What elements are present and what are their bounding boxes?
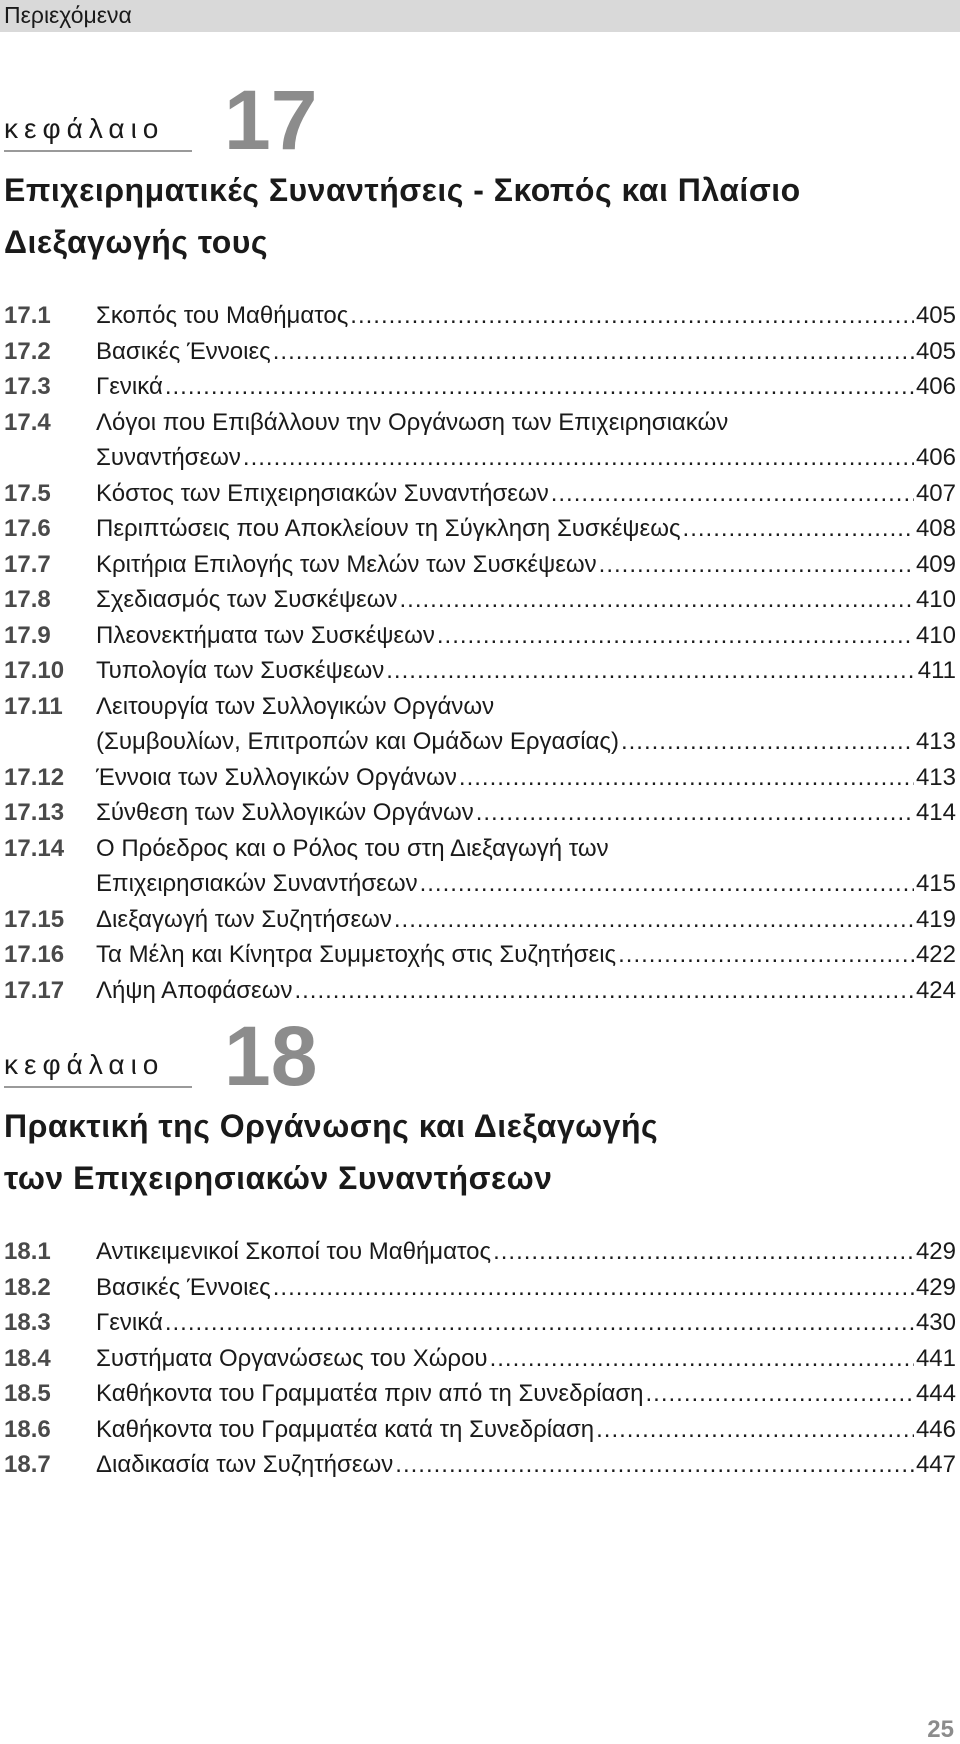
toc-entry-page: 406 <box>915 444 956 471</box>
toc-entry-page: 410 <box>915 586 956 613</box>
dot-leader <box>165 369 914 405</box>
toc-entry[interactable] <box>0 902 960 938</box>
toc-entry-line <box>96 937 956 973</box>
toc-entry-number: 17.13 <box>4 799 65 826</box>
toc-entry-line <box>96 511 956 547</box>
chapter-title <box>4 164 960 268</box>
toc-entry[interactable] <box>0 1305 960 1341</box>
dot-leader <box>599 547 914 583</box>
toc-entry-body <box>96 334 956 370</box>
toc-entry[interactable] <box>0 1341 960 1377</box>
toc-entry-body <box>96 369 956 405</box>
toc-entry[interactable] <box>0 973 960 1009</box>
toc-entry-line <box>96 1376 956 1412</box>
toc-entry-body <box>96 902 956 938</box>
toc-entry-page: 414 <box>915 799 956 826</box>
toc-entry-title: (Συμβουλίων, Επιτροπών και Ομάδων Εργασίας) <box>96 728 619 755</box>
dot-leader <box>394 902 914 938</box>
toc-entry-title: Διεξαγωγή των Συζητήσεων <box>96 905 392 933</box>
toc-entry-page: 419 <box>915 905 956 933</box>
toc-entry-line <box>96 618 956 654</box>
toc-entry-title: Πλεονεκτήματα των Συσκέψεων <box>96 621 435 649</box>
toc-entry[interactable] <box>0 1376 960 1412</box>
toc-entry-page: 429 <box>915 1238 956 1265</box>
toc-entry-title: Σύνθεση των Συλλογικών Οργάνων <box>96 799 474 826</box>
toc-entry-number: 17.15 <box>4 905 65 933</box>
dot-leader <box>400 582 914 618</box>
chapter-number: 17 <box>224 73 318 167</box>
toc-entry-line <box>96 1234 956 1270</box>
toc-entry-number: 18.1 <box>4 1238 51 1265</box>
toc-entry[interactable] <box>0 653 960 689</box>
toc-entry-title: Ο Πρόεδρος και ο Ρόλος του στη Διεξαγωγή των <box>96 834 609 862</box>
running-header <box>0 0 960 32</box>
chapter-number: 18 <box>224 1009 318 1103</box>
chapter-18 <box>0 1009 960 1483</box>
toc-entry-number: 17.14 <box>4 834 65 862</box>
toc-entry-line <box>96 1341 956 1377</box>
toc-entry-body <box>96 547 956 583</box>
toc-entry-title: Βασικές Έννοιες <box>96 337 271 365</box>
toc-entry-number: 17.4 <box>4 408 51 436</box>
toc-entry-number: 18.3 <box>4 1309 51 1336</box>
dot-leader <box>395 1447 914 1483</box>
toc-entry-page: 441 <box>915 1344 956 1372</box>
toc-entry-page: 405 <box>915 302 956 329</box>
toc-entry-title: Τυπολογία των Συσκέψεων <box>96 657 385 684</box>
toc-entry-title: Σκοπός του Μαθήματος <box>96 302 349 329</box>
toc-entry-title: Κόστος των Επιχειρησιακών Συναντήσεων <box>96 479 549 507</box>
chapter-title-line: Διεξαγωγής τους <box>4 224 269 260</box>
toc-entry-number: 17.8 <box>4 586 51 613</box>
toc-entry-line <box>96 298 956 334</box>
toc-entry-title: Λειτουργία των Συλλογικών Οργάνων <box>96 692 495 720</box>
dot-leader <box>596 1412 914 1448</box>
dot-leader <box>350 298 914 334</box>
toc-entry-title: Αντικειμενικοί Σκοποί του Μαθήματος <box>96 1238 492 1265</box>
toc-entry-number: 17.3 <box>4 373 51 400</box>
toc-entry-page: 430 <box>915 1309 956 1336</box>
toc-entry[interactable] <box>0 937 960 973</box>
toc-entry-number: 17.9 <box>4 621 51 649</box>
toc-entry-page: 410 <box>915 621 956 649</box>
chapter-title-line: Επιχειρηματικές Συναντήσεις - Σκοπός και Πλαίσιο <box>4 172 801 208</box>
toc-entry[interactable] <box>0 795 960 831</box>
toc-entry-page: 407 <box>915 479 956 507</box>
toc-entry-number: 18.4 <box>4 1344 51 1372</box>
toc-entry-number: 17.6 <box>4 515 51 542</box>
toc-entry-title: Τα Μέλη και Κίνητρα Συμμετοχής στις Συζητήσεις <box>96 941 617 968</box>
toc-entry-line <box>96 405 956 441</box>
toc-entry-title: Έννοια των Συλλογικών Οργάνων <box>96 763 457 791</box>
toc-entry-page: 411 <box>917 657 956 684</box>
toc-entry-page: 424 <box>915 976 956 1004</box>
toc-entry-line <box>96 689 956 725</box>
toc-entry-title: Καθήκοντα του Γραμματέα κατά τη Συνεδρίαση <box>96 1415 595 1443</box>
toc-entry-body <box>96 511 956 547</box>
toc-entry-number: 18.5 <box>4 1380 51 1407</box>
toc-entry-line <box>96 334 956 370</box>
toc-entry-page: 444 <box>915 1380 956 1407</box>
toc-entry-title: Βασικές Έννοιες <box>96 1273 271 1301</box>
toc-entry-body <box>96 831 956 902</box>
toc-entry-title: Καθήκοντα του Γραμματέα πριν από τη Συνεδρίαση <box>96 1380 644 1407</box>
toc-entry-line <box>96 795 956 831</box>
toc-entry[interactable] <box>0 298 960 334</box>
toc-entry-line <box>96 476 956 512</box>
toc-entry[interactable] <box>0 831 960 902</box>
toc-entry-title: Γενικά <box>96 373 163 400</box>
toc-entry-body <box>96 973 956 1009</box>
toc-entry-body <box>96 1234 956 1270</box>
chapter-label: κεφάλαιο <box>4 114 192 152</box>
toc-entry-line <box>96 1270 956 1306</box>
toc-entry-body <box>96 795 956 831</box>
toc-entry[interactable] <box>0 1447 960 1483</box>
toc-entry[interactable] <box>0 476 960 512</box>
dot-leader <box>683 511 914 547</box>
toc-entry-page: 429 <box>915 1273 956 1301</box>
toc-entry-line <box>96 653 956 689</box>
running-header-title: Περιεχόμενα <box>4 2 132 28</box>
dot-leader <box>273 334 914 370</box>
toc-entry-title: Λόγοι που Επιβάλλουν την Οργάνωση των Επιχειρησιακών <box>96 408 729 436</box>
toc-entry[interactable] <box>0 334 960 370</box>
chapter-title-line: Πρακτική της Οργάνωσης και Διεξαγωγής <box>4 1108 659 1144</box>
dot-leader <box>618 937 914 973</box>
toc-entry[interactable] <box>0 405 960 476</box>
toc-entry-page: 409 <box>915 550 956 578</box>
toc-entry[interactable] <box>0 369 960 405</box>
chapter-heading <box>0 1009 960 1103</box>
toc-entry-body <box>96 1447 956 1483</box>
toc-entry-title: Κριτήρια Επιλογής των Μελών των Συσκέψεων <box>96 550 597 578</box>
dot-leader <box>437 618 914 654</box>
toc-entry-number: 17.16 <box>4 941 65 968</box>
toc-entry-body <box>96 582 956 618</box>
toc-entry-page: 408 <box>915 515 956 542</box>
toc-entry-number: 17.5 <box>4 479 51 507</box>
toc-entry-page: 447 <box>915 1451 956 1478</box>
dot-leader <box>476 795 914 831</box>
toc-entry[interactable] <box>0 582 960 618</box>
dot-leader <box>420 866 914 902</box>
toc-entry[interactable] <box>0 511 960 547</box>
toc-entry-line <box>96 1447 956 1483</box>
toc-entry-number: 17.7 <box>4 550 51 578</box>
toc-entry-body <box>96 653 956 689</box>
dot-leader <box>459 760 914 796</box>
toc-entry-line <box>96 582 956 618</box>
toc-entry-title: Σχεδιασμός των Συσκέψεων <box>96 586 398 613</box>
toc-entry-title: Συναντήσεων <box>96 444 241 471</box>
toc-entry-title: Επιχειρησιακών Συναντήσεων <box>96 870 418 897</box>
chapter-title-line: των Επιχειρησιακών Συναντήσεων <box>4 1160 553 1196</box>
toc-entry-body <box>96 1412 956 1448</box>
toc-entry-line <box>96 831 956 867</box>
toc-entry[interactable] <box>0 760 960 796</box>
toc-entry-number: 18.7 <box>4 1451 51 1478</box>
toc-entry-body <box>96 689 956 760</box>
toc-entry[interactable] <box>0 1234 960 1270</box>
toc-entry-line <box>96 547 956 583</box>
toc-entry-number: 18.2 <box>4 1273 51 1301</box>
toc-entry-page: 413 <box>915 763 956 791</box>
toc-entry-body <box>96 298 956 334</box>
toc-entry-page: 413 <box>915 728 956 755</box>
toc-entry-page: 405 <box>915 337 956 365</box>
toc-entry-number: 17.1 <box>4 302 51 329</box>
toc-entry-line <box>96 866 956 902</box>
toc-entry-title: Περιπτώσεις που Αποκλείουν τη Σύγκληση Συσκέψεως <box>96 515 681 542</box>
dot-leader <box>646 1376 914 1412</box>
toc-entry-title: Λήψη Αποφάσεων <box>96 976 293 1004</box>
toc-entry-title: Συστήματα Οργανώσεως του Χώρου <box>96 1344 488 1372</box>
toc-entry-body <box>96 1305 956 1341</box>
toc-entry-line <box>96 902 956 938</box>
toc-entry-title: Γενικά <box>96 1309 163 1336</box>
toc-entry-number: 17.17 <box>4 976 65 1004</box>
chapter-title <box>4 1100 960 1204</box>
dot-leader <box>490 1341 914 1377</box>
toc-entry-page: 422 <box>915 941 956 968</box>
toc-entry[interactable] <box>0 1270 960 1306</box>
dot-leader <box>551 476 914 512</box>
toc-entry-body <box>96 1376 956 1412</box>
toc-entry[interactable] <box>0 689 960 760</box>
toc-entry[interactable] <box>0 547 960 583</box>
toc-entry-line <box>96 440 956 476</box>
dot-leader <box>621 724 914 760</box>
toc-entry-body <box>96 760 956 796</box>
dot-leader <box>243 440 914 476</box>
toc-entry-line <box>96 369 956 405</box>
dot-leader <box>493 1234 914 1270</box>
toc-entry-line <box>96 760 956 796</box>
toc-entry-body <box>96 405 956 476</box>
toc-entry-body <box>96 937 956 973</box>
chapter-label: κεφάλαιο <box>4 1050 192 1088</box>
toc-entry-line <box>96 1412 956 1448</box>
page-number: 25 <box>927 1716 954 1743</box>
toc-entry-line <box>96 1305 956 1341</box>
dot-leader <box>294 973 914 1009</box>
dot-leader <box>386 653 915 689</box>
toc-entry-body <box>96 476 956 512</box>
chapter-heading <box>0 73 960 167</box>
toc-entry-body <box>96 1270 956 1306</box>
toc-entry-page: 446 <box>915 1415 956 1443</box>
toc-list <box>0 1234 960 1483</box>
toc-entry-body <box>96 618 956 654</box>
toc-entry-number: 17.10 <box>4 657 65 684</box>
chapter-17 <box>0 73 960 1008</box>
dot-leader <box>165 1305 914 1341</box>
toc-entry-number: 17.12 <box>4 763 65 791</box>
toc-entry-number: 18.6 <box>4 1415 51 1443</box>
toc-entry[interactable] <box>0 1412 960 1448</box>
toc-list <box>0 298 960 1008</box>
toc-entry-line <box>96 973 956 1009</box>
toc-entry[interactable] <box>0 618 960 654</box>
toc-entry-number: 17.2 <box>4 337 51 365</box>
toc-entry-number: 17.11 <box>4 692 63 720</box>
toc-entry-page: 406 <box>915 373 956 400</box>
dot-leader <box>273 1270 914 1306</box>
toc-entry-page: 415 <box>915 870 956 897</box>
toc-entry-body <box>96 1341 956 1377</box>
toc-entry-line <box>96 724 956 760</box>
toc-entry-title: Διαδικασία των Συζητήσεων <box>96 1451 394 1478</box>
